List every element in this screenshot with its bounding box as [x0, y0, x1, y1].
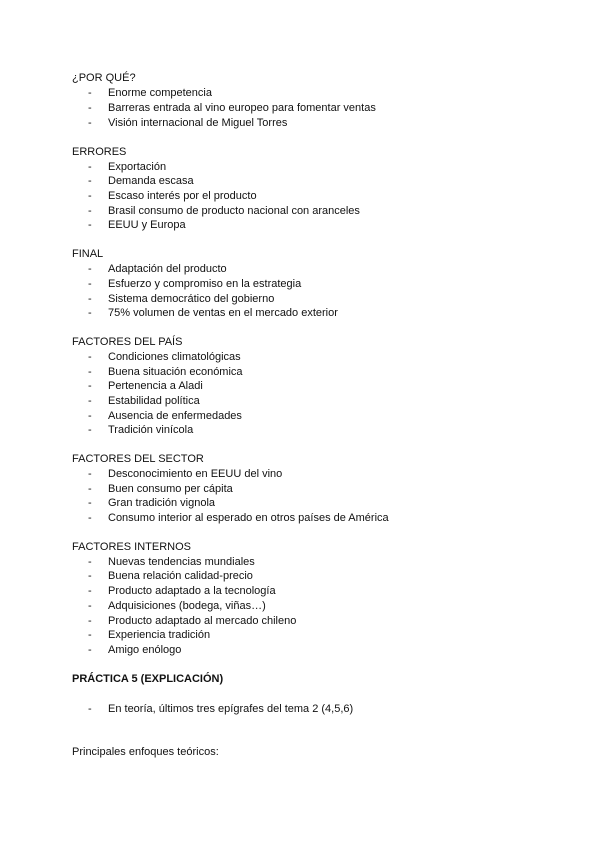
section-heading: FACTORES INTERNOS	[72, 541, 191, 553]
section-heading: FINAL	[72, 248, 104, 260]
enfoques-heading: Principales enfoques teóricos:	[72, 746, 219, 758]
practica-heading: PRÁCTICA 5 (EXPLICACIÓN)	[72, 673, 224, 685]
section-heading: ERRORES	[72, 146, 127, 158]
section-heading: ¿POR QUÉ?	[72, 72, 136, 84]
section-heading: FACTORES DEL SECTOR	[72, 453, 204, 465]
document-page: ¿POR QUÉ? - Enorme competencia - Barreras entrada al vino europeo para fomentar ventas - Visión internacional de Miguel Torres ERRORES - Exportación - Demanda escasa - Escaso interés por el producto - Brasil consumo de producto nacional con aranceles - EEUU y Europa FINAL - Adaptación del producto - Esfuerzo y compromiso en la estrategia - Sistema democrático del gobierno - 75% volumen de ventas en el mercado exterior FACTORES DEL PAÍS - Condiciones climatológicas - Buena situación económica - Pertenencia a Aladi - Estabilidad política - Ausencia de enfermedades - Tradición vinícola FACTORES DEL SECTOR - Desconocimiento en EEUU del vino - Buen consumo per cápita - Gran tradición vignola - Consumo interior al esperado en otros países de América FACTORES INTERNOS - Nuevas tendencias mundiales - Buena relación calidad-precio - Producto adaptado a la tecnología - Adquisiciones (bodega, viñas…) - Producto adaptado al mercado chileno - Experiencia tradición - Amigo enólogo PRÁCTICA 5 (EXPLICACIÓN) - En teoría, últimos tres epígrafes del tema 2 (4,5,6) Principales enfoques teóricos:	[72, 72, 389, 758]
section-heading: FACTORES DEL PAÍS	[72, 336, 183, 348]
